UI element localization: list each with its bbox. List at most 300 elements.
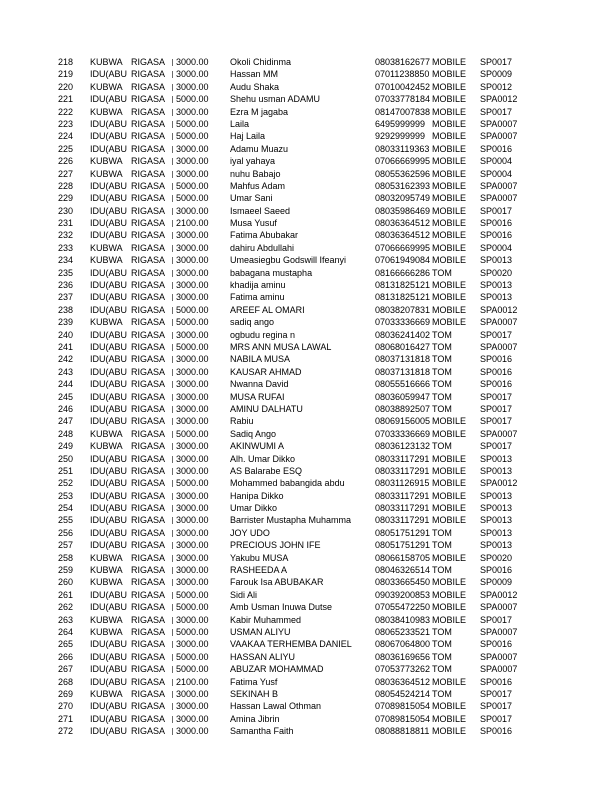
table-row — [0, 577, 612, 589]
phone-cell: 6495999999 — [375, 118, 426, 129]
column-separator-mark — [172, 555, 173, 562]
phone-cell: 08033119363 — [375, 143, 430, 154]
column-separator-mark — [172, 381, 173, 388]
code-cell: SP0017 — [480, 441, 513, 452]
row-number: 234 — [58, 255, 74, 266]
branch-cell: RIGASA — [131, 329, 166, 340]
amount-cell: 3000.00 — [176, 57, 209, 67]
location-cell: IDU(ABU — [90, 180, 128, 191]
table-row — [0, 230, 612, 242]
table-row — [0, 652, 612, 664]
branch-cell: RIGASA — [131, 478, 166, 489]
location-cell: IDU(ABU — [90, 490, 128, 501]
row-number: 233 — [58, 242, 74, 253]
name-cell: Nwanna David — [230, 379, 289, 390]
table-row — [0, 379, 612, 391]
code-cell: SP0017 — [480, 688, 513, 699]
phone-cell: 08069156005 — [375, 416, 431, 427]
table-row — [0, 218, 612, 230]
code-cell: SP0009 — [480, 577, 513, 588]
amount-cell: 3000.00 — [176, 205, 209, 216]
location-cell: IDU(ABU — [90, 366, 128, 377]
location-cell: IDU(ABU — [90, 379, 128, 390]
code-cell: SPA0012 — [480, 304, 518, 315]
table-row — [0, 590, 612, 602]
table-row — [0, 317, 612, 329]
table-row — [0, 478, 612, 490]
column-separator-mark — [172, 493, 173, 500]
table-row — [0, 330, 612, 342]
location-cell: IDU(ABU — [90, 267, 128, 278]
branch-cell: RIGASA — [131, 688, 166, 699]
column-separator-mark — [172, 245, 173, 252]
phone-cell: 08033117291 — [375, 453, 430, 464]
location-cell: IDU(ABU — [90, 527, 128, 538]
amount-cell: 3000.00 — [176, 230, 209, 241]
name-cell: Fatima aminu — [230, 292, 285, 303]
amount-cell: 5000.00 — [176, 118, 209, 129]
table-row — [0, 169, 612, 181]
row-number: 254 — [58, 503, 74, 514]
name-cell: Samantha Faith — [230, 726, 294, 737]
table-row — [0, 342, 612, 354]
branch-cell: RIGASA — [131, 676, 166, 687]
location-cell: KUBWA — [90, 428, 123, 439]
amount-cell: 3000.00 — [176, 614, 209, 625]
name-cell: RASHEEDA A — [230, 565, 288, 576]
name-cell: Barrister Mustapha Muhamma — [230, 515, 352, 526]
location-cell: IDU(ABU — [90, 230, 128, 241]
code-cell: SP0017 — [480, 403, 513, 414]
location-cell: KUBWA — [90, 552, 123, 563]
column-separator-mark — [172, 183, 173, 190]
phone-cell: 08036364512 — [375, 676, 431, 687]
column-separator-mark — [172, 121, 173, 128]
line-type-cell: MOBILE — [432, 701, 467, 712]
table-row — [0, 528, 612, 540]
branch-cell: RIGASA — [131, 441, 166, 452]
line-type-cell: MOBILE — [432, 118, 467, 129]
column-separator-mark — [172, 270, 173, 277]
location-cell: IDU(ABU — [90, 292, 128, 303]
line-type-cell: MOBILE — [432, 726, 467, 737]
table-row — [0, 181, 612, 193]
column-separator-mark — [172, 109, 173, 116]
line-type-cell: MOBILE — [432, 131, 467, 142]
amount-cell: 3000.00 — [176, 366, 209, 377]
location-cell: IDU(ABU — [90, 193, 128, 204]
column-separator-mark — [172, 195, 173, 202]
name-cell: Ismaeel Saeed — [230, 205, 291, 216]
line-type-cell: MOBILE — [432, 515, 467, 526]
phone-cell: 08066158705 — [375, 552, 431, 563]
column-separator-mark — [172, 530, 173, 537]
column-separator-mark — [172, 567, 173, 574]
line-type-cell: TOM — [432, 565, 452, 576]
location-cell: KUBWA — [90, 317, 123, 328]
phone-cell: 9292999999 — [375, 131, 426, 142]
table-row — [0, 268, 612, 280]
branch-cell: RIGASA — [131, 453, 166, 464]
column-separator-mark — [172, 369, 173, 376]
table-row — [0, 292, 612, 304]
column-separator-mark — [172, 394, 173, 401]
phone-cell: 07055472250 — [375, 602, 431, 613]
branch-cell: RIGASA — [131, 106, 166, 117]
branch-cell: RIGASA — [131, 416, 166, 427]
line-type-cell: TOM — [432, 639, 452, 650]
table-row — [0, 615, 612, 627]
amount-cell: 3000.00 — [176, 403, 209, 414]
line-type-cell: MOBILE — [432, 577, 467, 588]
phone-cell: 08035986469 — [375, 205, 431, 216]
phone-cell: 08038162677 — [375, 57, 431, 67]
amount-cell: 3000.00 — [176, 391, 209, 402]
row-number: 218 — [58, 57, 74, 67]
amount-cell: 5000.00 — [176, 589, 209, 600]
code-cell: SP0017 — [480, 391, 513, 402]
row-number: 252 — [58, 478, 74, 489]
name-cell: babagana mustapha — [230, 267, 313, 278]
row-number: 236 — [58, 280, 74, 291]
branch-cell: RIGASA — [131, 713, 166, 724]
phone-cell: 08054524214 — [375, 688, 431, 699]
line-type-cell: MOBILE — [432, 428, 467, 439]
code-cell: SP0013 — [480, 255, 513, 266]
code-cell: SP0013 — [480, 292, 513, 303]
line-type-cell: MOBILE — [432, 713, 467, 724]
location-cell: KUBWA — [90, 577, 123, 588]
branch-cell: RIGASA — [131, 131, 166, 142]
column-separator-mark — [172, 133, 173, 140]
line-type-cell: TOM — [432, 329, 452, 340]
name-cell: Kabir Muhammed — [230, 614, 302, 625]
line-type-cell: MOBILE — [432, 676, 467, 687]
location-cell: KUBWA — [90, 81, 123, 92]
name-cell: AS Balarabe ESQ — [230, 465, 303, 476]
name-cell: Yakubu MUSA — [230, 552, 289, 563]
phone-cell: 08055516666 — [375, 379, 431, 390]
name-cell: Sidi Ali — [230, 589, 258, 600]
location-cell: IDU(ABU — [90, 280, 128, 291]
phone-cell: 08131825121 — [375, 292, 431, 303]
line-type-cell: MOBILE — [432, 478, 467, 489]
row-number: 272 — [58, 726, 74, 737]
line-type-cell: MOBILE — [432, 292, 467, 303]
line-type-cell: MOBILE — [432, 218, 467, 229]
code-cell: SPA0007 — [480, 651, 518, 662]
amount-cell: 5000.00 — [176, 651, 209, 662]
column-separator-mark — [172, 406, 173, 413]
name-cell: Okoli Chidinma — [230, 57, 292, 67]
location-cell: KUBWA — [90, 106, 123, 117]
row-number: 241 — [58, 341, 74, 352]
amount-cell: 3000.00 — [176, 267, 209, 278]
branch-cell: RIGASA — [131, 503, 166, 514]
name-cell: Adamu Muazu — [230, 143, 289, 154]
name-cell: SEKINAH B — [230, 688, 279, 699]
branch-cell: RIGASA — [131, 540, 166, 551]
row-number: 230 — [58, 205, 74, 216]
name-cell: Alh. Umar Dikko — [230, 453, 296, 464]
code-cell: SPA0012 — [480, 589, 518, 600]
line-type-cell: MOBILE — [432, 156, 467, 167]
ledger-table — [0, 57, 612, 738]
location-cell: KUBWA — [90, 688, 123, 699]
code-cell: SP0016 — [480, 230, 513, 241]
location-cell: IDU(ABU — [90, 329, 128, 340]
location-cell: IDU(ABU — [90, 218, 128, 229]
line-type-cell: MOBILE — [432, 242, 467, 253]
column-separator-mark — [172, 691, 173, 698]
amount-cell: 3000.00 — [176, 639, 209, 650]
table-row — [0, 664, 612, 676]
row-number: 229 — [58, 193, 74, 204]
branch-cell: RIGASA — [131, 242, 166, 253]
phone-cell: 08036123132 — [375, 441, 431, 452]
name-cell: ABUZAR MOHAMMAD — [230, 664, 324, 675]
branch-cell: RIGASA — [131, 589, 166, 600]
code-cell: SPA0007 — [480, 341, 518, 352]
row-number: 227 — [58, 168, 74, 179]
row-number: 250 — [58, 453, 74, 464]
branch-cell: RIGASA — [131, 81, 166, 92]
code-cell: SPA0007 — [480, 193, 518, 204]
phone-cell: 07010042452 — [375, 81, 431, 92]
column-separator-mark — [172, 468, 173, 475]
row-number: 269 — [58, 688, 74, 699]
amount-cell: 3000.00 — [176, 255, 209, 266]
branch-cell: RIGASA — [131, 94, 166, 105]
branch-cell: RIGASA — [131, 639, 166, 650]
name-cell: USMAN ALIYU — [230, 626, 291, 637]
row-number: 264 — [58, 626, 74, 637]
row-number: 247 — [58, 416, 74, 427]
row-number: 239 — [58, 317, 74, 328]
row-number: 223 — [58, 118, 74, 129]
branch-cell: RIGASA — [131, 280, 166, 291]
column-separator-mark — [172, 629, 173, 636]
code-cell: SPA0007 — [480, 131, 518, 142]
amount-cell: 3000.00 — [176, 565, 209, 576]
phone-cell: 07061949084 — [375, 255, 431, 266]
amount-cell: 5000.00 — [176, 626, 209, 637]
code-cell: SP0012 — [480, 81, 513, 92]
code-cell: SPA0007 — [480, 118, 518, 129]
line-type-cell: MOBILE — [432, 143, 467, 154]
name-cell: Mohammed babangida abdu — [230, 478, 345, 489]
branch-cell: RIGASA — [131, 428, 166, 439]
code-cell: SP0017 — [480, 205, 513, 216]
amount-cell: 3000.00 — [176, 292, 209, 303]
table-row — [0, 404, 612, 416]
branch-cell: RIGASA — [131, 193, 166, 204]
phone-cell: 08038410983 — [375, 614, 431, 625]
name-cell: nuhu Babajo — [230, 168, 281, 179]
table-row — [0, 677, 612, 689]
row-number: 256 — [58, 527, 74, 538]
code-cell: SP0004 — [480, 168, 513, 179]
name-cell: JOY UDO — [230, 527, 270, 538]
column-separator-mark — [172, 654, 173, 661]
code-cell: SP0013 — [480, 453, 513, 464]
phone-cell: 07011238850 — [375, 69, 430, 80]
code-cell: SPA0007 — [480, 428, 518, 439]
table-row — [0, 491, 612, 503]
location-cell: IDU(ABU — [90, 304, 128, 315]
name-cell: MRS ANN MUSA LAWAL — [230, 341, 332, 352]
line-type-cell: MOBILE — [432, 81, 467, 92]
column-separator-mark — [172, 480, 173, 487]
branch-cell: RIGASA — [131, 403, 166, 414]
branch-cell: RIGASA — [131, 490, 166, 501]
line-type-cell: MOBILE — [432, 69, 467, 80]
amount-cell: 3000.00 — [176, 156, 209, 167]
phone-cell: 08055362596 — [375, 168, 431, 179]
location-cell: IDU(ABU — [90, 205, 128, 216]
location-cell: KUBWA — [90, 441, 123, 452]
column-separator-mark — [172, 96, 173, 103]
row-number: 248 — [58, 428, 74, 439]
location-cell: KUBWA — [90, 156, 123, 167]
amount-cell: 3000.00 — [176, 577, 209, 588]
table-row — [0, 193, 612, 205]
name-cell: KAUSAR AHMAD — [230, 366, 302, 377]
row-number: 263 — [58, 614, 74, 625]
location-cell: IDU(ABU — [90, 354, 128, 365]
location-cell: IDU(ABU — [90, 143, 128, 154]
line-type-cell: MOBILE — [432, 614, 467, 625]
phone-cell: 08037131818 — [375, 366, 431, 377]
line-type-cell: TOM — [432, 540, 452, 551]
row-number: 226 — [58, 156, 74, 167]
row-number: 257 — [58, 540, 74, 551]
branch-cell: RIGASA — [131, 391, 166, 402]
line-type-cell: TOM — [432, 341, 452, 352]
code-cell: SP0013 — [480, 280, 513, 291]
line-type-cell: MOBILE — [432, 106, 467, 117]
row-number: 224 — [58, 131, 74, 142]
line-type-cell: TOM — [432, 626, 452, 637]
code-cell: SPA0012 — [480, 478, 518, 489]
column-separator-mark — [172, 517, 173, 524]
table-row — [0, 701, 612, 713]
code-cell: SP0013 — [480, 465, 513, 476]
code-cell: SP0016 — [480, 726, 513, 737]
location-cell: KUBWA — [90, 565, 123, 576]
name-cell: Amb Usman Inuwa Dutse — [230, 602, 333, 613]
location-cell: KUBWA — [90, 614, 123, 625]
table-row — [0, 540, 612, 552]
line-type-cell: TOM — [432, 403, 452, 414]
phone-cell: 08033117291 — [375, 515, 430, 526]
column-separator-mark — [172, 716, 173, 723]
branch-cell: RIGASA — [131, 156, 166, 167]
table-row — [0, 206, 612, 218]
amount-cell: 3000.00 — [176, 527, 209, 538]
location-cell: IDU(ABU — [90, 341, 128, 352]
branch-cell: RIGASA — [131, 577, 166, 588]
line-type-cell: TOM — [432, 441, 452, 452]
amount-cell: 5000.00 — [176, 94, 209, 105]
branch-cell: RIGASA — [131, 527, 166, 538]
column-separator-mark — [172, 59, 173, 66]
branch-cell: RIGASA — [131, 614, 166, 625]
phone-cell: 08038207831 — [375, 304, 431, 315]
column-separator-mark — [172, 294, 173, 301]
row-number: 242 — [58, 354, 74, 365]
phone-cell: 08032095749 — [375, 193, 431, 204]
branch-cell: RIGASA — [131, 651, 166, 662]
column-separator-mark — [172, 307, 173, 314]
code-cell: SP0013 — [480, 527, 513, 538]
phone-cell: 08036364512 — [375, 218, 431, 229]
code-cell: SP0017 — [480, 416, 513, 427]
line-type-cell: TOM — [432, 688, 452, 699]
name-cell: Sadiq Ango — [230, 428, 277, 439]
branch-cell: RIGASA — [131, 317, 166, 328]
location-cell: IDU(ABU — [90, 589, 128, 600]
phone-cell: 08033117291 — [375, 503, 430, 514]
table-row — [0, 515, 612, 527]
phone-cell: 08033117291 — [375, 465, 430, 476]
row-number: 262 — [58, 602, 74, 613]
phone-cell: 08036059947 — [375, 391, 431, 402]
name-cell: Umar Dikko — [230, 503, 278, 514]
amount-cell: 5000.00 — [176, 304, 209, 315]
phone-cell: 09039200853 — [375, 589, 431, 600]
row-number: 219 — [58, 69, 74, 80]
row-number: 258 — [58, 552, 74, 563]
line-type-cell: TOM — [432, 527, 452, 538]
column-separator-mark — [172, 617, 173, 624]
branch-cell: RIGASA — [131, 379, 166, 390]
phone-cell: 07053773262 — [375, 664, 431, 675]
phone-cell: 08053162393 — [375, 180, 431, 191]
code-cell: SP0004 — [480, 242, 513, 253]
name-cell: Mahfus Adam — [230, 180, 286, 191]
row-number: 240 — [58, 329, 74, 340]
code-cell: SP0013 — [480, 540, 513, 551]
column-separator-mark — [172, 158, 173, 165]
row-number: 243 — [58, 366, 74, 377]
name-cell: AKINWUMI A — [230, 441, 285, 452]
line-type-cell: MOBILE — [432, 490, 467, 501]
line-type-cell: MOBILE — [432, 205, 467, 216]
name-cell: Hassan MM — [230, 69, 279, 80]
line-type-cell: TOM — [432, 651, 452, 662]
amount-cell: 3000.00 — [176, 143, 209, 154]
line-type-cell: TOM — [432, 391, 452, 402]
code-cell: SPA0007 — [480, 317, 518, 328]
amount-cell: 3000.00 — [176, 490, 209, 501]
name-cell: VAAKAA TERHEMBA DANIEL — [230, 639, 352, 650]
table-row — [0, 94, 612, 106]
column-separator-mark — [172, 146, 173, 153]
phone-cell: 07066669995 — [375, 242, 431, 253]
row-number: 260 — [58, 577, 74, 588]
column-separator-mark — [172, 505, 173, 512]
table-row — [0, 503, 612, 515]
name-cell: ogbudu regina n — [230, 329, 296, 340]
column-separator-mark — [172, 604, 173, 611]
table-row — [0, 305, 612, 317]
table-row — [0, 689, 612, 701]
line-type-cell: TOM — [432, 664, 452, 675]
name-cell: HASSAN ALIYU — [230, 651, 296, 662]
amount-cell: 3000.00 — [176, 540, 209, 551]
branch-cell: RIGASA — [131, 230, 166, 241]
